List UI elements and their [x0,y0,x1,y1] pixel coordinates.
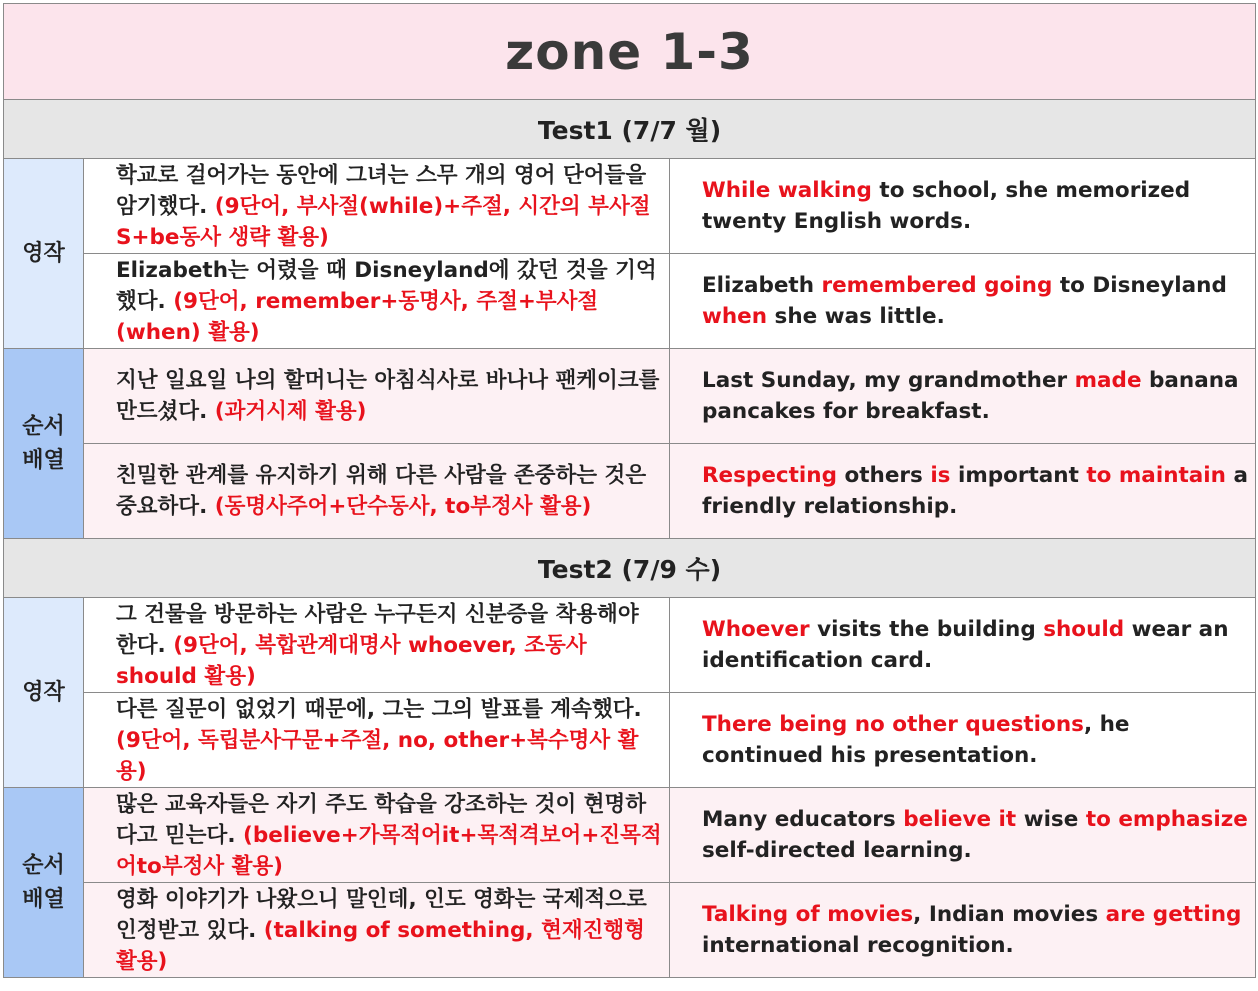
korean-sentence-cell [84,788,670,883]
category-line: 배열 [22,886,65,912]
category-label [4,598,84,788]
answer-segment: Respecting [702,463,837,488]
answer-segment: believe it [903,807,1017,832]
answer-segment: is [930,463,951,488]
grammar-hint: (talking of something, 현재진행형 활용) [116,917,645,974]
category-line: 순서 [22,852,65,878]
korean-sentence: 다른 질문이 없었기 때문에, 그는 그의 발표를 계속했다. [116,696,642,722]
answer-segment: others [837,463,931,488]
answer-segment: to Disneyland [1052,273,1227,298]
category-line: 영작 [22,679,65,705]
test-heading: Test2 (7/9 수) [4,539,1256,598]
answer-segment: self-directed learning. [702,838,972,863]
korean-sentence: 영화 이야기가 나왔으니 말인데, 인도 영화는 국제적으로 인정받고 있다. [116,886,647,943]
answer-segment: Talking of movies [702,902,914,927]
worksheet-table [3,3,1256,978]
korean-sentence: Elizabeth는 어렸을 때 Disneyland에 갔던 것을 기억했다. [116,257,657,314]
english-answer-cell [670,349,1256,444]
answer-segment: , Indian movies [913,902,1106,927]
category-line: 순서 [22,413,65,439]
category-label [4,349,84,539]
english-answer-cell [670,598,1256,693]
answer-segment: There being no other questions [702,712,1084,737]
korean-sentence-cell [84,159,670,254]
answer-segment: to maintain [1086,463,1226,488]
grammar-hint: (believe+가목적어it+목적격보어+진목적어to부정사 활용) [116,822,662,879]
answer-segment: important [950,463,1087,488]
grammar-hint: (9단어, 독립분사구문+주절, no, other+복수명사 활용) [116,727,639,784]
answer-segment: Whoever [702,617,810,642]
grammar-hint: (동명사주어+단수동사, to부정사 활용) [214,494,592,519]
answer-segment: visits the building [809,617,1044,642]
korean-sentence-cell [84,444,670,539]
category-line: 배열 [22,447,65,473]
korean-sentence-cell [84,349,670,444]
english-answer-cell [670,254,1256,349]
category-line: 영작 [22,240,65,266]
english-answer-cell [670,883,1256,978]
grammar-hint: (9단어, 복합관계대명사 whoever, 조동사 should 활용) [116,632,587,689]
answer-segment: While walking [702,178,872,203]
english-answer-cell [670,693,1256,788]
grammar-hint: (9단어, 부사절(while)+주절, 시간의 부사절 S+be동사 생략 활용) [116,193,651,250]
korean-sentence-cell [84,598,670,693]
answer-segment: wise [1016,807,1086,832]
category-label [4,788,84,978]
korean-sentence-cell [84,693,670,788]
answer-segment: remembered going [821,273,1053,298]
grammar-hint: (9단어, remember+동명사, 주절+부사절(when) 활용) [116,288,599,345]
korean-sentence: 학교로 걸어가는 동안에 그녀는 스무 개의 영어 단어들을 암기했다. [116,162,647,219]
answer-segment: wear an identification card. [702,617,1229,673]
korean-sentence-cell [84,254,670,349]
english-answer-cell [670,444,1256,539]
answer-segment: to emphasize [1085,807,1248,832]
answer-segment: should [1043,617,1125,642]
answer-segment: banana pancakes for breakfast. [702,368,1239,424]
korean-sentence: 지난 일요일 나의 할머니는 아침식사로 바나나 팬케이크를 만드셨다. [116,368,660,424]
answer-segment: Many educators [702,807,904,832]
test-heading: Test1 (7/7 월) [4,100,1256,159]
page-title: zone 1-3 [4,4,1256,100]
answer-segment: a friendly relationship. [702,463,1248,519]
answer-segment: she was little. [767,304,945,329]
answer-segment: to school, she memorized twenty English words. [702,178,1191,234]
korean-sentence: 그 건물을 방문하는 사람은 누구든지 신분증을 착용해야 한다. [116,601,639,658]
grammar-hint: (과거시제 활용) [214,399,367,424]
answer-segment: , he continued his presentation. [702,712,1130,768]
english-answer-cell [670,788,1256,883]
answer-segment: made [1074,368,1142,393]
category-label [4,159,84,349]
korean-sentence: 많은 교육자들은 자기 주도 학습을 강조하는 것이 현명하다고 믿는다. [116,791,647,848]
english-answer-cell [670,159,1256,254]
korean-sentence: 친밀한 관계를 유지하기 위해 다른 사람을 존중하는 것은 중요하다. [116,463,647,519]
answer-segment: Elizabeth [702,273,822,298]
answer-segment: international recognition. [702,933,1014,958]
answer-segment: when [702,304,768,329]
answer-segment: Last Sunday, my grandmother [702,368,1075,393]
korean-sentence-cell [84,883,670,978]
answer-segment: are getting [1105,902,1242,927]
